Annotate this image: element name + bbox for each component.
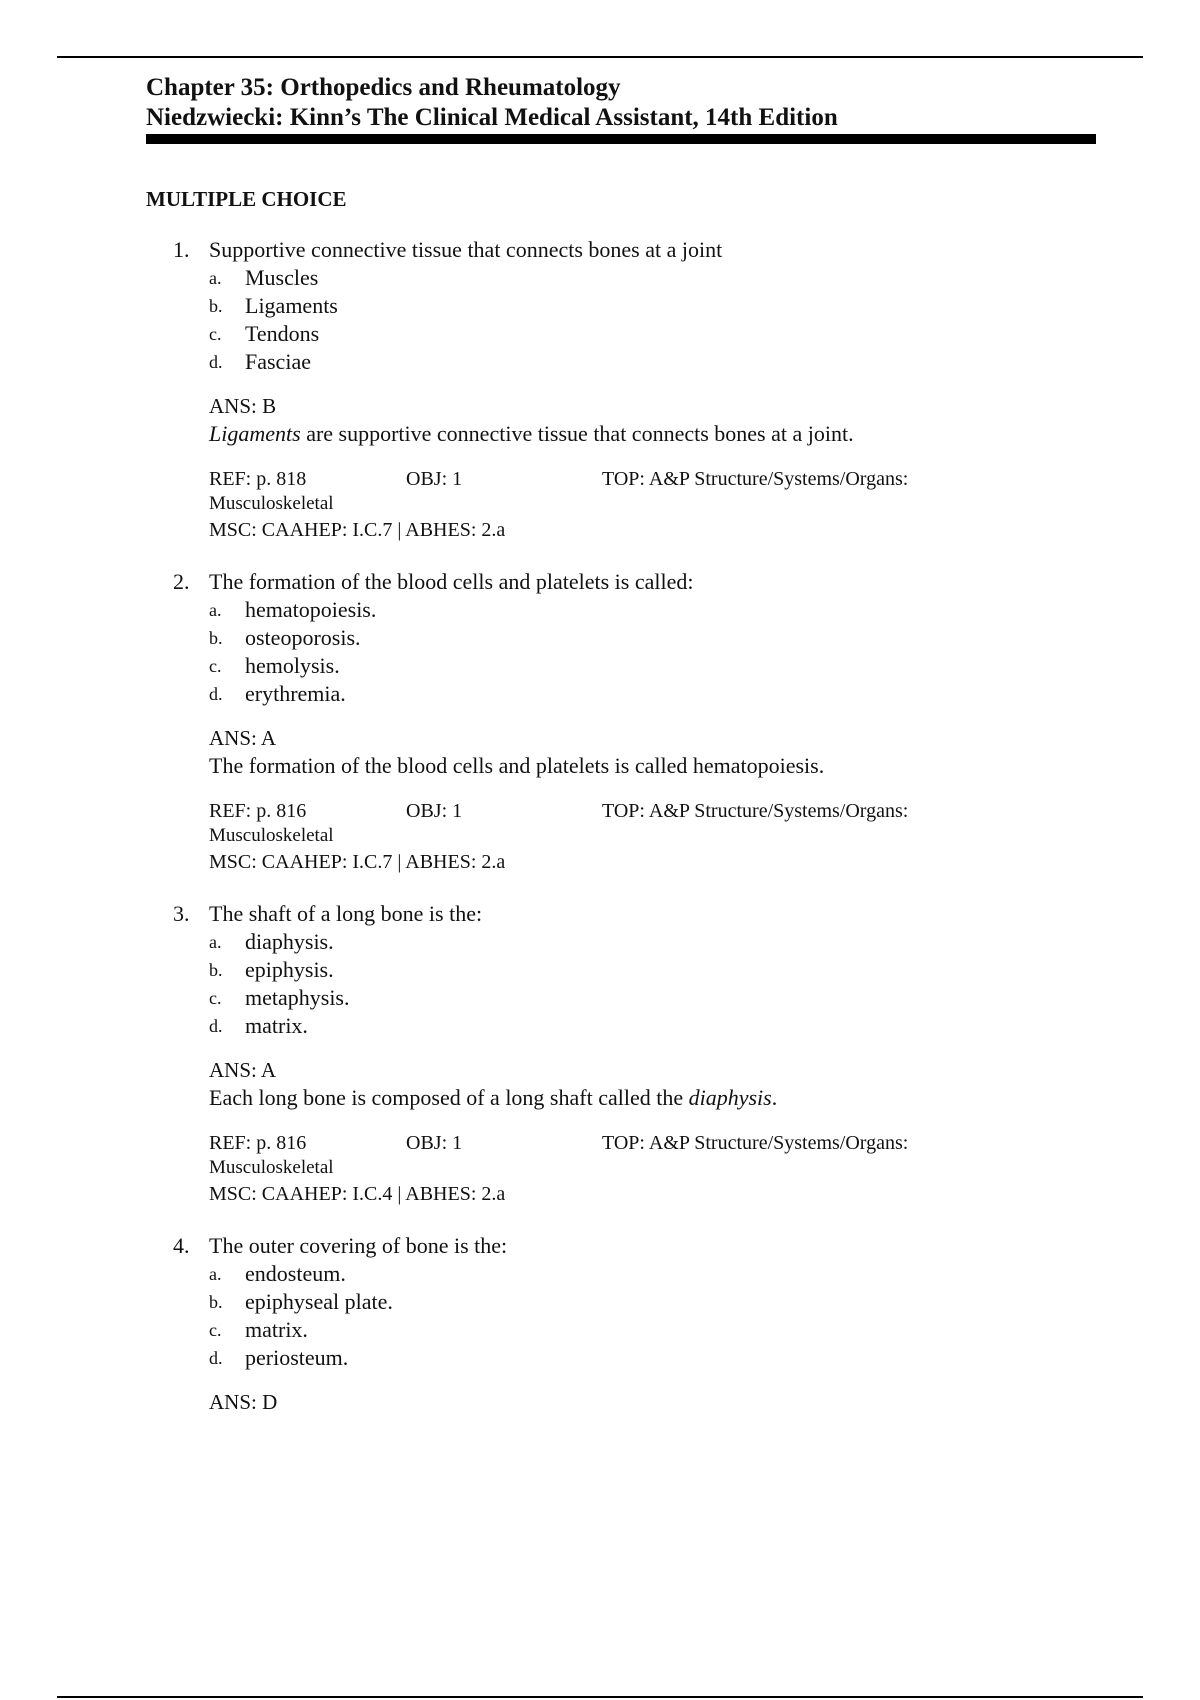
ref-page: REF: p. 818 <box>209 468 307 490</box>
choice-letter: a. <box>209 600 222 620</box>
choice-list <box>209 264 1106 376</box>
choice-c <box>209 984 1106 1012</box>
choice-c <box>209 652 1106 680</box>
choice-b <box>209 956 1106 984</box>
msc-standards: MSC: CAAHEP: I.C.4 | ABHES: 2.a <box>209 1183 506 1205</box>
document-header <box>146 73 1096 133</box>
choice-text: matrix. <box>245 1013 308 1038</box>
topic-continued: Musculoskeletal <box>209 825 334 846</box>
question-stem: The shaft of a long bone is the: <box>209 901 483 926</box>
topic: TOP: A&P Structure/Systems/Organs: <box>602 468 909 490</box>
answer-key: ANS: A <box>209 1058 277 1082</box>
choice-text: hematopoiesis. <box>245 597 377 622</box>
topic-continued: Musculoskeletal <box>209 493 334 514</box>
rationale-text: Each long bone is composed of a long shaft called the <box>209 1085 689 1110</box>
choice-b <box>209 1288 1106 1316</box>
topic: TOP: A&P Structure/Systems/Organs: <box>602 800 909 822</box>
topic: TOP: A&P Structure/Systems/Organs: <box>602 1132 909 1154</box>
question-number: 1. <box>173 237 190 262</box>
msc-standards: MSC: CAAHEP: I.C.7 | ABHES: 2.a <box>209 851 506 873</box>
question-number: 4. <box>173 1233 190 1258</box>
choice-letter: b. <box>209 1292 223 1312</box>
choice-a <box>209 1260 1106 1288</box>
question-number: 2. <box>173 569 190 594</box>
question-number: 3. <box>173 901 190 926</box>
question-stem: Supportive connective tissue that connects bones at a joint <box>209 237 723 262</box>
choice-text: erythremia. <box>245 681 346 706</box>
choice-text: Ligaments <box>245 293 338 318</box>
choice-text: endosteum. <box>245 1261 346 1286</box>
question-2 <box>146 568 1106 876</box>
choice-d <box>209 1012 1106 1040</box>
choice-letter: a. <box>209 932 222 952</box>
answer-key: ANS: B <box>209 394 277 418</box>
choice-text: matrix. <box>245 1317 308 1342</box>
question-metadata <box>209 1130 1106 1208</box>
msc-standards: MSC: CAAHEP: I.C.7 | ABHES: 2.a <box>209 519 506 541</box>
choice-list <box>209 1260 1106 1372</box>
question-metadata <box>209 798 1106 876</box>
top-rule <box>57 56 1143 58</box>
choice-text: hemolysis. <box>245 653 340 678</box>
choice-letter: b. <box>209 296 223 316</box>
rationale <box>209 1084 1106 1112</box>
ref-page: REF: p. 816 <box>209 800 307 822</box>
rationale <box>209 420 1106 448</box>
question-3 <box>146 900 1106 1208</box>
choice-letter: c. <box>209 656 222 676</box>
choice-b <box>209 292 1106 320</box>
choice-list <box>209 596 1106 708</box>
choice-letter: a. <box>209 268 222 288</box>
choice-c <box>209 1316 1106 1344</box>
objective: OBJ: 1 <box>406 800 463 822</box>
rationale-text: are supportive connective tissue that connects bones at a joint. <box>300 421 854 446</box>
question-stem: The outer covering of bone is the: <box>209 1233 508 1258</box>
choice-a <box>209 264 1106 292</box>
choice-letter: d. <box>209 1016 223 1036</box>
choice-text: diaphysis. <box>245 929 334 954</box>
rationale-italic: Ligaments <box>209 421 301 446</box>
choice-text: Fasciae <box>245 349 311 374</box>
choice-text: epiphyseal plate. <box>245 1289 393 1314</box>
question-1 <box>146 236 1106 544</box>
choice-letter: d. <box>209 352 223 372</box>
rationale: The formation of the blood cells and platelets is called hematopoiesis. <box>209 753 825 778</box>
question-4 <box>146 1232 1106 1416</box>
choice-d <box>209 348 1106 376</box>
choice-text: osteoporosis. <box>245 625 361 650</box>
rationale-italic: diaphysis <box>688 1085 772 1110</box>
book-title: Niedzwiecki: Kinn’s The Clinical Medical Assistant, 14th Edition <box>146 104 838 131</box>
choice-a <box>209 928 1106 956</box>
section-title: MULTIPLE CHOICE <box>146 187 347 211</box>
choice-text: periosteum. <box>245 1345 349 1370</box>
answer-key: ANS: A <box>209 726 277 750</box>
choice-b <box>209 624 1106 652</box>
choice-letter: c. <box>209 324 222 344</box>
answer-key: ANS: D <box>209 1390 278 1414</box>
choice-list <box>209 928 1106 1040</box>
choice-c <box>209 320 1106 348</box>
choice-letter: d. <box>209 684 223 704</box>
choice-letter: d. <box>209 1348 223 1368</box>
question-stem: The formation of the blood cells and platelets is called: <box>209 569 694 594</box>
choice-text: metaphysis. <box>245 985 350 1010</box>
chapter-title: Chapter 35: Orthopedics and Rheumatology <box>146 74 621 101</box>
choice-d <box>209 1344 1106 1372</box>
choice-text: Tendons <box>245 321 320 346</box>
choice-a <box>209 596 1106 624</box>
objective: OBJ: 1 <box>406 1132 463 1154</box>
objective: OBJ: 1 <box>406 468 463 490</box>
choice-text: epiphysis. <box>245 957 334 982</box>
choice-letter: b. <box>209 960 223 980</box>
choice-letter: a. <box>209 1264 222 1284</box>
topic-continued: Musculoskeletal <box>209 1157 334 1178</box>
choice-letter: c. <box>209 1320 222 1340</box>
choice-text: Muscles <box>245 265 319 290</box>
rationale-period: . <box>771 1085 778 1110</box>
header-rule <box>146 134 1096 144</box>
ref-page: REF: p. 816 <box>209 1132 307 1154</box>
bottom-rule <box>57 1696 1143 1698</box>
question-list <box>146 236 1106 1440</box>
choice-letter: c. <box>209 988 222 1008</box>
choice-d <box>209 680 1106 708</box>
choice-letter: b. <box>209 628 223 648</box>
question-metadata <box>209 466 1106 544</box>
